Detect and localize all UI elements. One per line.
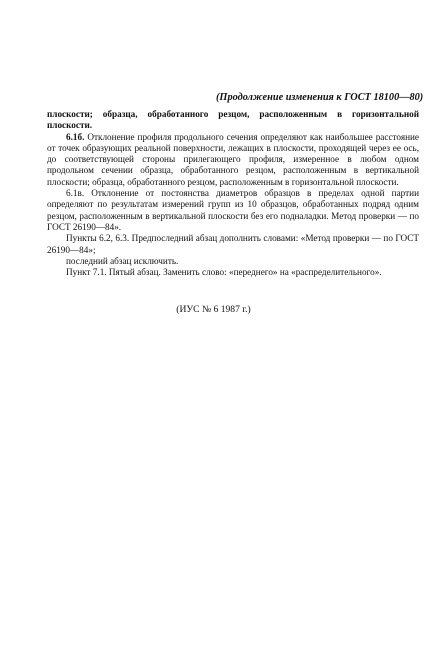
paragraph-7-1: Пункт 7.1. Пятый абзац. Заменить слово: «переднего» на «распределительного».: [66, 267, 382, 278]
paragraph-6-1v: [47, 188, 419, 233]
paragraph-6-1v-text: Отклонение от постоянства диаметров образцов в пределах одной партии определяют по результатам измерений групп из 10 образцов, обработанных подряд одним резцом, расположенным в вертикальной плоскости без его подналадки. Метод проверки — по ГОСТ 26190—84».: [47, 188, 419, 232]
paragraph-last-excluded: последний абзац исключить.: [66, 255, 179, 266]
amendment-body: [47, 109, 419, 278]
paragraph-continuation: плоскости; образца, обработанного резцом, расположенным в горизонтальной плоскости.: [47, 109, 419, 131]
source-note: (ИУС № 6 1987 г.): [176, 304, 251, 315]
paragraph-6-1b-label: 6.1б.: [66, 131, 85, 142]
continuation-header: (Продолжение изменения к ГОСТ 18100—80): [216, 92, 424, 103]
paragraph-6-2-6-3: Пункты 6.2, 6.3. Предпоследний абзац дополнить словами: «Метод проверки — по ГОСТ 26190—84»;: [47, 233, 419, 255]
paragraph-6-1b: [47, 132, 419, 188]
paragraph-6-1v-label: 6.1в.: [66, 188, 85, 199]
paragraph-6-1b-text: Отклонение профиля продольного сечения определяют как наибольшее расстояние от точек образующих реальной поверхности, лежащих в плоскости, проходящей через ее ось, до соответствующей стороны прилегающего профиля, измеренное в любом одном продольном сечении образца, обработанного резцом, расположенным в вертикальной плоскости; образца, обработанного резцом, расположенным в горизонтальной плоскости.: [47, 131, 419, 187]
